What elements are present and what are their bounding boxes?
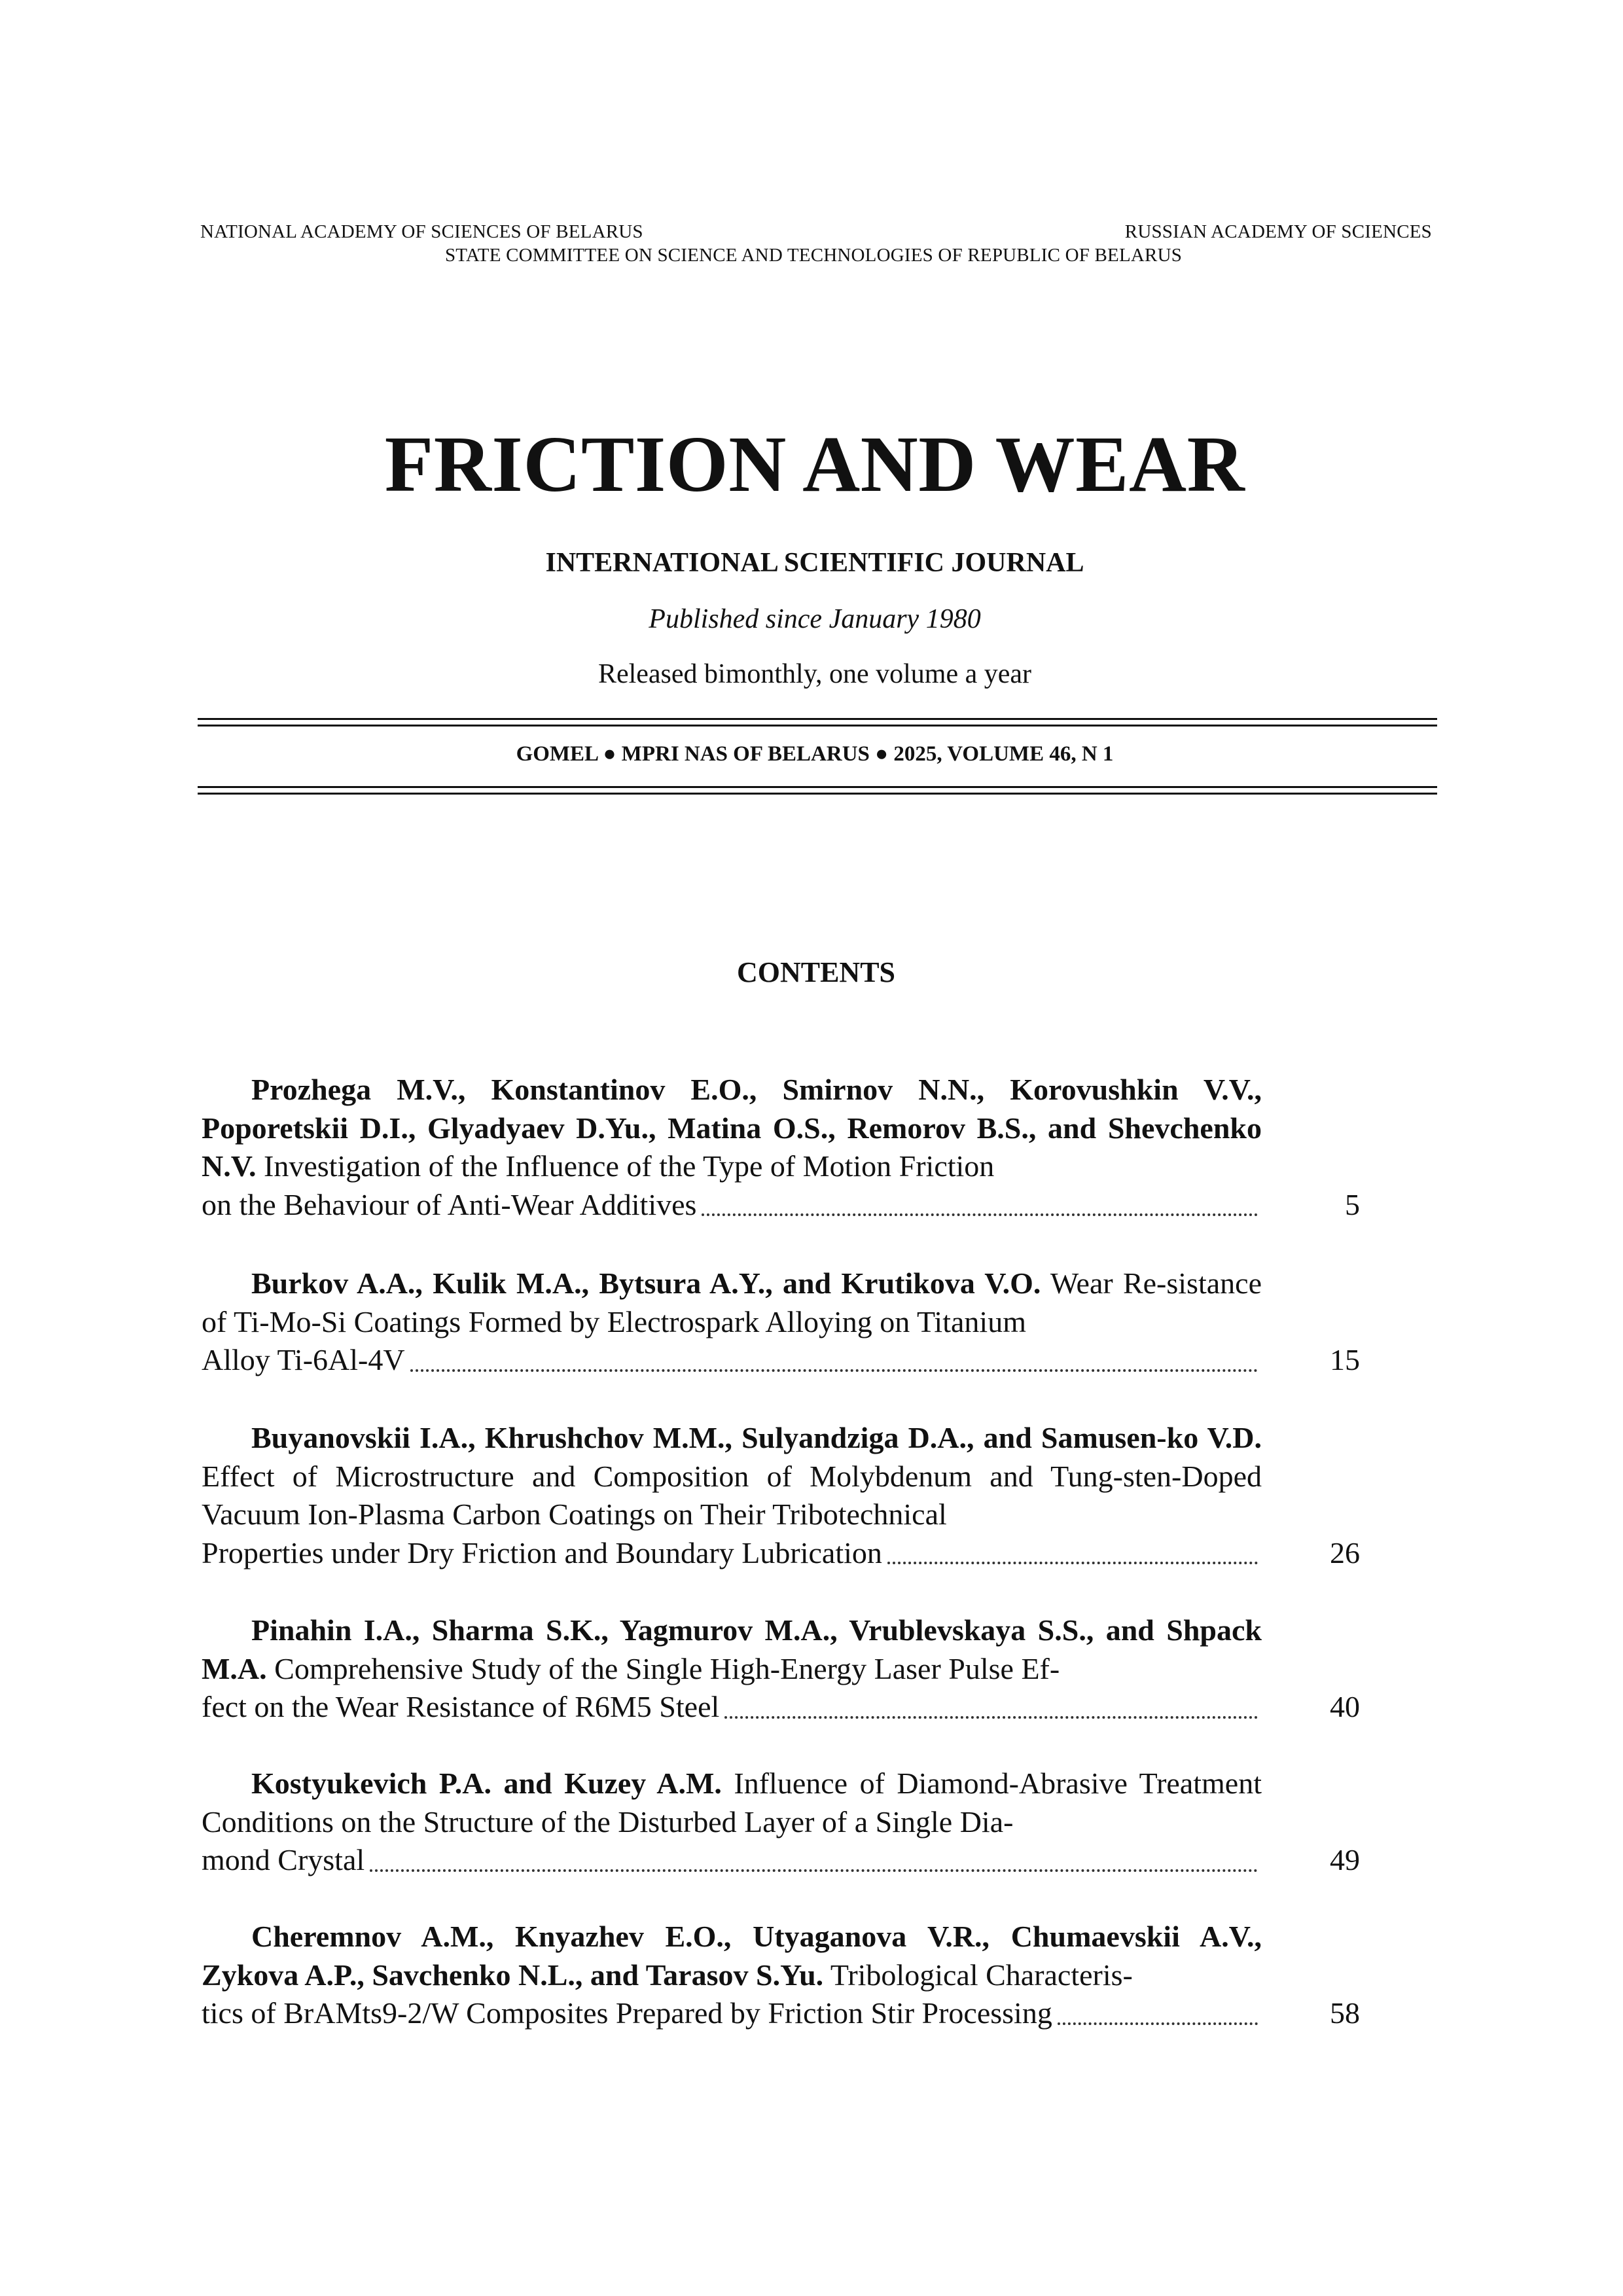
divider-rule — [198, 793, 1437, 795]
dot-leader — [724, 1716, 1258, 1719]
entry-title: Effect of Microstructure and Composition of Molybdenum and Tung-sten-Doped Vacuum Ion-Plasma Carbon Coatings on Their Tribotechnical — [202, 1459, 1262, 1531]
contents-entry — [202, 1918, 1423, 2033]
entry-title: Investigation of the Influence of the Type of Motion Friction — [264, 1149, 995, 1183]
entry-authors: Kostyukevich P.A. and Kuzey A.M. — [251, 1767, 722, 1800]
dot-leader — [370, 1869, 1258, 1872]
contents-entry — [202, 1071, 1423, 1224]
entry-title-end: mond Crystal — [202, 1843, 365, 1876]
entry-body — [202, 1765, 1262, 1841]
entry-title: Wear Re-sistance of Ti-Mo-Si Coatings Formed by Electrospark Alloying on Titanium — [202, 1266, 1262, 1338]
entry-page-number: 40 — [1330, 1690, 1360, 1723]
entry-last-line — [202, 1534, 1423, 1573]
entry-body — [202, 1918, 1262, 1994]
contents-entry — [202, 1419, 1423, 1572]
contents-entry — [202, 1265, 1423, 1380]
contents-heading: CONTENTS — [736, 956, 896, 988]
entry-page-number: 49 — [1330, 1843, 1360, 1876]
contents-entry — [202, 1611, 1423, 1727]
published-since: Published since January 1980 — [649, 604, 981, 634]
header-center-org: STATE COMMITTEE ON SCIENCE AND TECHNOLOGIES OF REPUBLIC OF BELARUS — [444, 245, 1183, 266]
entry-authors: Cheremnov A.M., Knyazhev E.O., Utyaganova V.R., Chumaevskii A.V., Zykova A.P., Savchenko N.L., and Tarasov S.Yu. — [202, 1920, 1262, 1992]
entry-authors: Prozhega M.V., Konstantinov E.O., Smirnov N.N., Korovushkin V.V., Poporetskii D.I., Glyadyaev D.Yu., Matina O.S., Remorov B.S., and Shevchenko N.V. — [202, 1073, 1262, 1183]
header-right-org: RUSSIAN ACADEMY OF SCIENCES — [1124, 221, 1432, 242]
dot-leader — [887, 1562, 1258, 1564]
entry-authors: Pinahin I.A., Sharma S.K., Yagmurov M.A., Vrublevskaya S.S., and Shpack M.A. — [202, 1613, 1262, 1685]
dot-leader — [410, 1369, 1258, 1372]
entry-title: Comprehensive Study of the Single High-Energy Laser Pulse Ef- — [274, 1651, 1060, 1685]
divider-rule — [198, 725, 1437, 726]
divider-rule — [198, 718, 1437, 720]
header-left-org: NATIONAL ACADEMY OF SCIENCES OF BELARUS — [200, 221, 643, 242]
entry-last-line — [202, 1994, 1423, 2033]
entry-authors: Buyanovskii I.A., Khrushchov M.M., Sulyandziga D.A., and Samusen-ko V.D. — [251, 1421, 1262, 1454]
entry-title: Influence of Diamond-Abrasive Treatment Conditions on the Structure of the Disturbed Layer of a Single Dia- — [202, 1767, 1262, 1839]
entry-last-line — [202, 1841, 1423, 1880]
imprint-line: GOMEL ● MPRI NAS OF BELARUS ● 2025, VOLUME 46, N 1 — [516, 742, 1114, 766]
dot-leader — [1058, 2022, 1258, 2025]
entry-title-end: Alloy Ti-6Al-4V — [202, 1343, 405, 1376]
entry-body — [202, 1419, 1262, 1534]
journal-subtitle: INTERNATIONAL SCIENTIFIC JOURNAL — [545, 548, 1084, 578]
entry-body — [202, 1611, 1262, 1688]
entry-body — [202, 1071, 1262, 1186]
entry-last-line — [202, 1341, 1423, 1380]
entry-body — [202, 1265, 1262, 1341]
contents-entry — [202, 1765, 1423, 1880]
journal-title: FRICTION AND WEAR — [384, 420, 1245, 509]
entry-page-number: 15 — [1330, 1343, 1360, 1376]
entry-page-number: 26 — [1330, 1535, 1360, 1570]
entry-title: Tribological Characteris- — [830, 1958, 1133, 1992]
entry-page-number: 58 — [1330, 1996, 1360, 2030]
release-frequency: Released bimonthly, one volume a year — [597, 659, 1032, 689]
divider-rule — [198, 786, 1437, 788]
entry-title-end: fect on the Wear Resistance of R6M5 Steel — [202, 1690, 720, 1723]
entry-title-end: tics of BrAMts9-2/W Composites Prepared by Friction Stir Processing — [202, 1996, 1052, 2030]
entry-last-line — [202, 1186, 1423, 1225]
entry-authors: Burkov A.A., Kulik M.A., Bytsura A.Y., and Krutikova V.O. — [251, 1266, 1041, 1300]
dot-leader — [702, 1213, 1258, 1216]
entry-title-end: Properties under Dry Friction and Boundary Lubrication — [202, 1535, 882, 1570]
entry-last-line — [202, 1688, 1423, 1727]
entry-page-number: 5 — [1345, 1187, 1360, 1221]
entry-title-end: on the Behaviour of Anti-Wear Additives — [202, 1187, 697, 1221]
